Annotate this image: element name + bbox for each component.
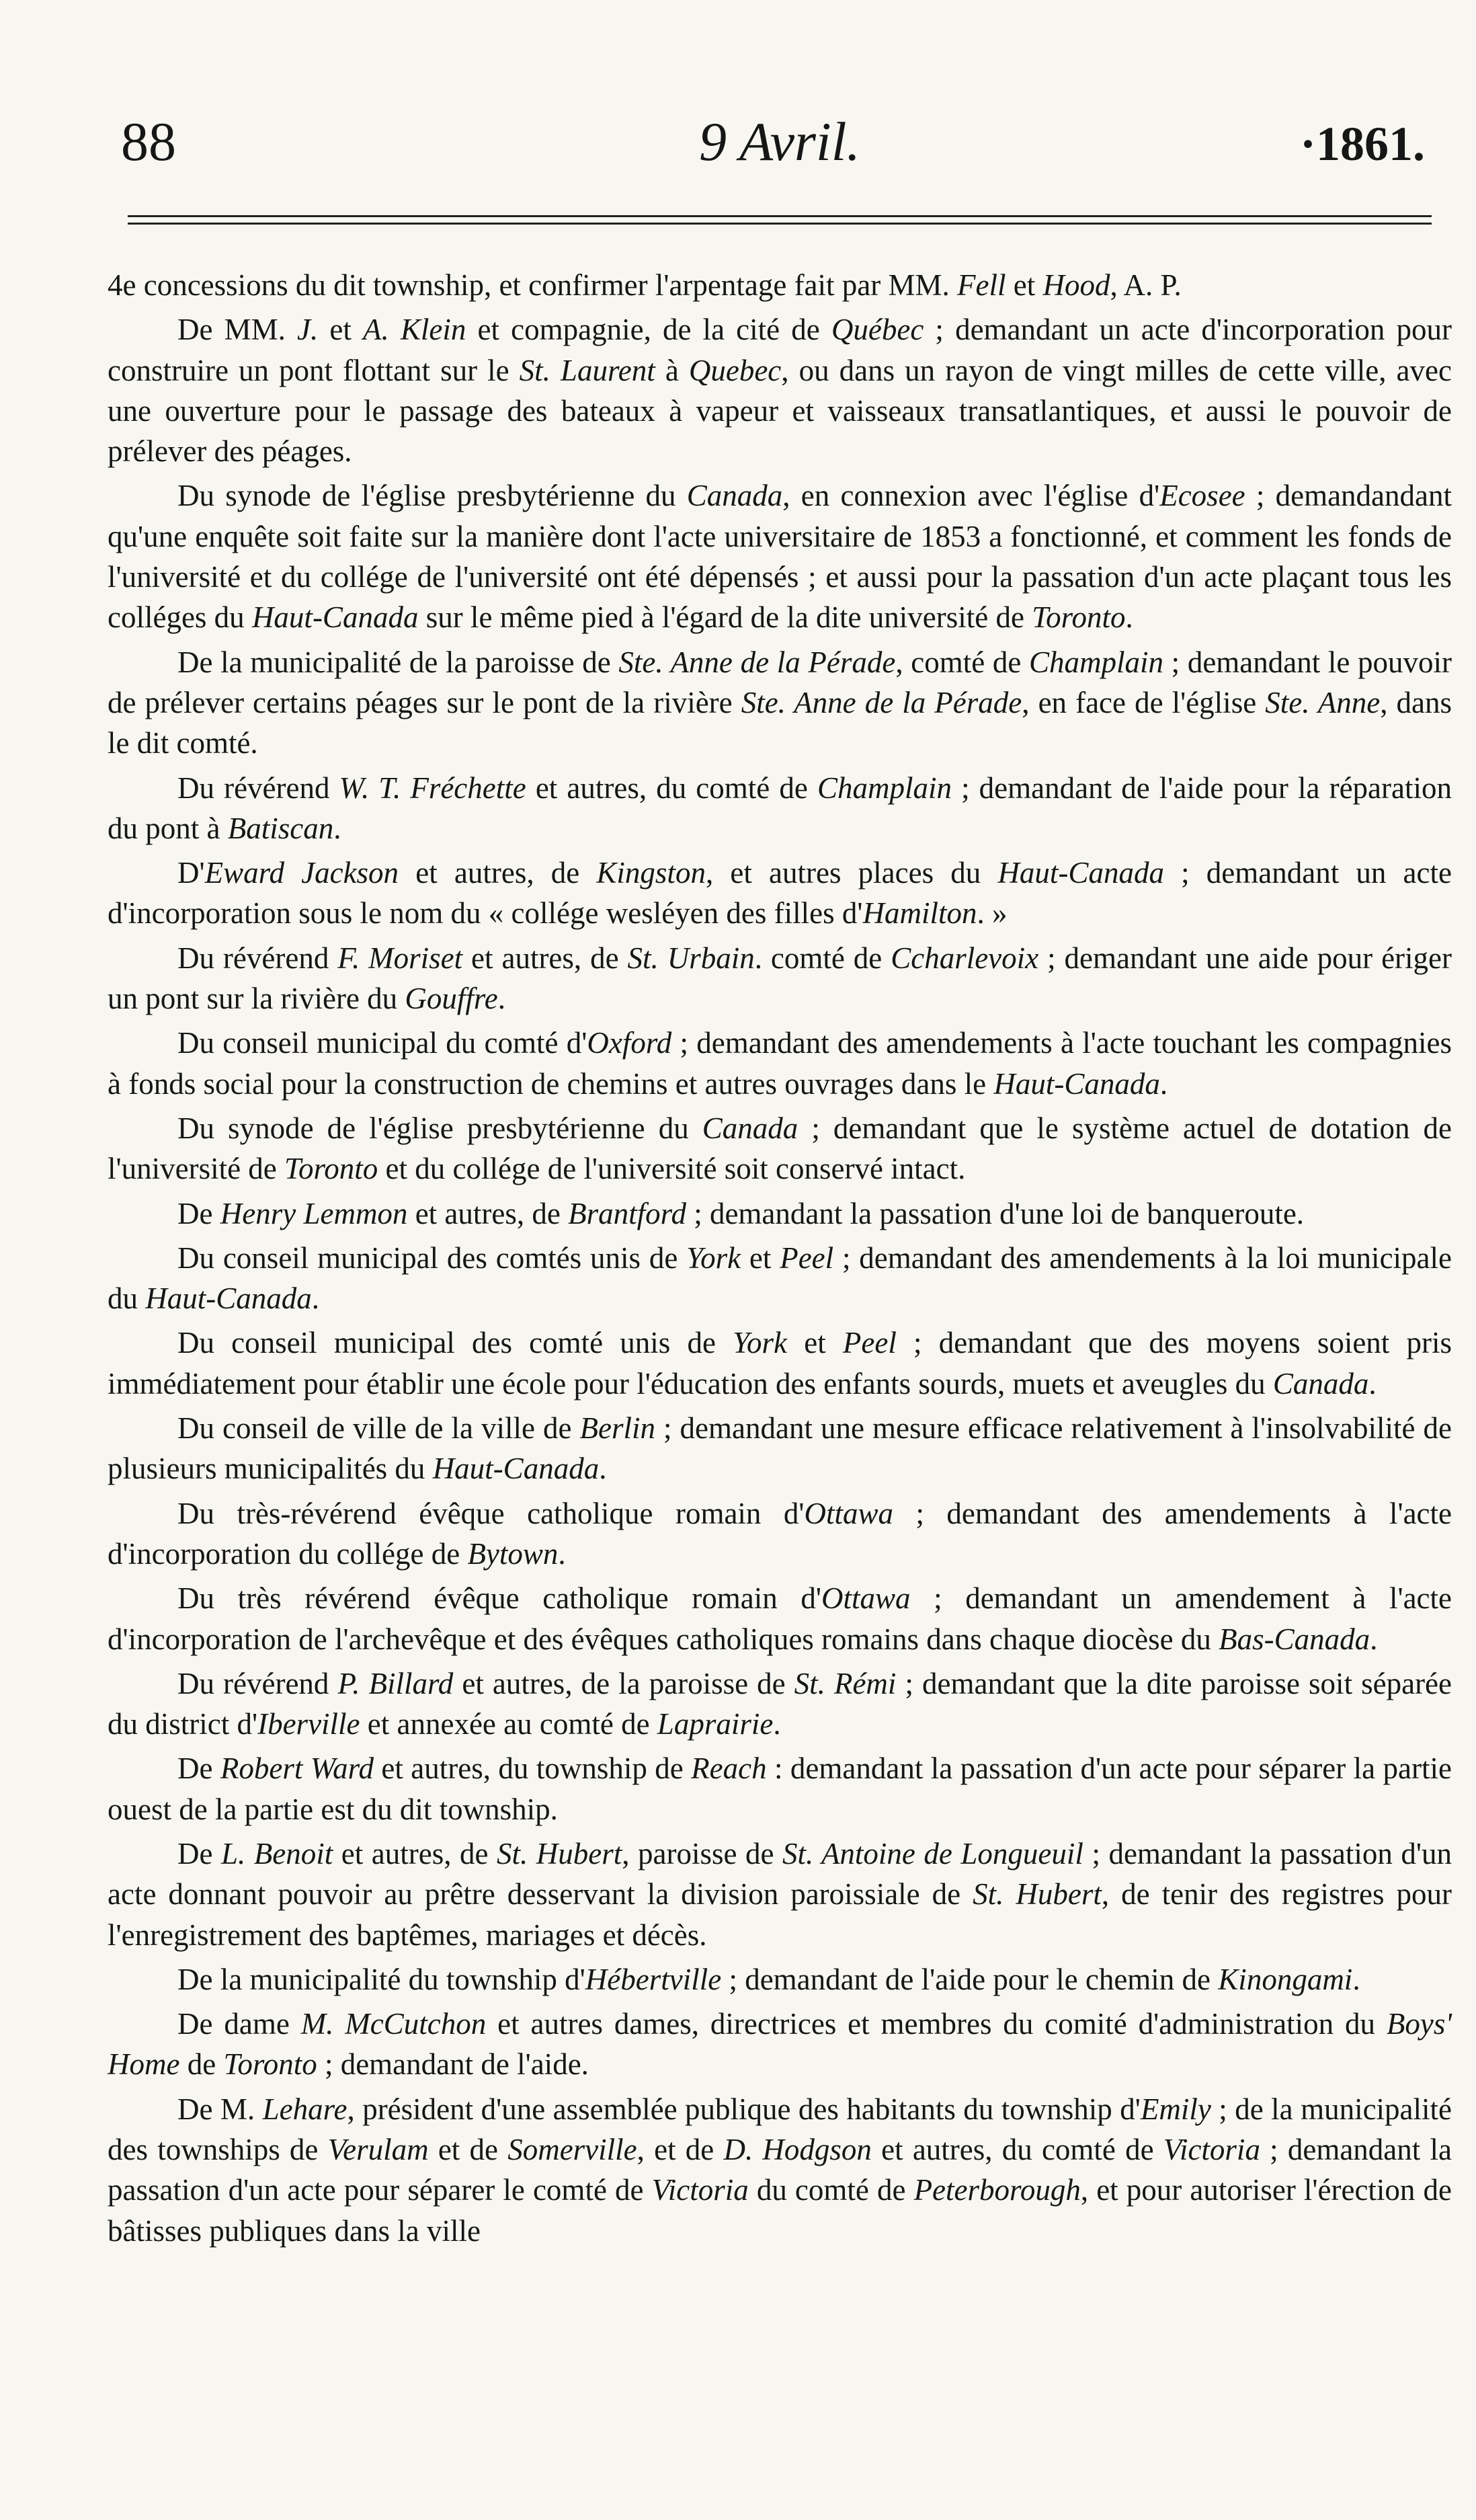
page xyxy=(108,101,1452,2255)
entry-paragraph: D'Eward Jackson et autres, de Kingston, et autres places du Haut-Canada ; demandant un acte d'incorporation sous le nom du « collége wesléyen des filles d'Hamilton. » xyxy=(108,856,1452,931)
header-rule xyxy=(128,215,1432,225)
entry-paragraph: Du conseil de ville de la ville de Berlin ; demandant une mesure efficace relativement à l'insolvabilité de plusieurs municipalités du Haut-Canada. xyxy=(108,1411,1452,1486)
entry-paragraph: De Robert Ward et autres, du township de Reach : demandant la passation d'un acte pour séparer la partie ouest de la partie est du dit township. xyxy=(108,1751,1452,1826)
entry-paragraph: De dame M. McCutchon et autres dames, directrices et membres du comité d'administration du Boys' Home de Toronto ; demandant de l'aide. xyxy=(108,2007,1452,2082)
entry-paragraph: Du conseil municipal des comté unis de York et Peel ; demandant que des moyens soient pris immédiatement pour établir une école pour l'éducation des enfants sourds, muets et aveugles du Canada. xyxy=(108,1326,1452,1401)
entry-paragraph: Du révérend P. Billard et autres, de la paroisse de St. Rémi ; demandant que la dite paroisse soit séparée du district d'Iberville et annexée au comté de Laprairie. xyxy=(108,1666,1452,1741)
entry-paragraph: De la municipalité du township d'Hébertville ; demandant de l'aide pour le chemin de Kinongami. xyxy=(177,1962,1360,1996)
header-date-text: 9 Avril. xyxy=(699,111,860,172)
entry-paragraph: Du synode de l'église presbytérienne du Canada ; demandant que le système actuel de dotation de l'université de Toronto et du collége de l'université soit conservé intact. xyxy=(108,1111,1452,1186)
entry-paragraph: Du révérend F. Moriset et autres, de St. Urbain. comté de Ccharlevoix ; demandant une aide pour ériger un pont sur la rivière du Gouffre. xyxy=(108,941,1452,1016)
running-header xyxy=(108,101,1452,188)
entry-paragraph: Du très révérend évêque catholique romain d'Ottawa ; demandant un amendement à l'acte d'incorporation de l'archevêque et des évêques catholiques romains dans chaque diocèse du Bas-Canada. xyxy=(108,1581,1452,1656)
entry-paragraph: Du très-révérend évêque catholique romain d'Ottawa ; demandant des amendements à l'acte d'incorporation du collége de Bytown. xyxy=(108,1496,1452,1571)
page-number: 88 xyxy=(121,111,176,172)
entry-paragraph: Du révérend W. T. Fréchette et autres, du comté de Champlain ; demandant de l'aide pour la réparation du pont à Batiscan. xyxy=(108,771,1452,845)
entry-paragraph: De Henry Lemmon et autres, de Brantford ; demandant la passation d'une loi de banqueroute. xyxy=(177,1196,1305,1230)
entry-paragraph: De la municipalité de la paroisse de Ste. Anne de la Pérade, comté de Champlain ; demandant le pouvoir de prélever certains péages sur le pont de la rivière Ste. Anne de la Pérade, en face de l'église Ste. Anne, dans le dit comté. xyxy=(108,645,1452,760)
entry-paragraph: De L. Benoit et autres, de St. Hubert, paroisse de St. Antoine de Longueuil ; demandant la passation d'un acte donnant pouvoir au prêtre desservant la division paroissiale de St. Hubert, de tenir des registres pour l'enregistrement des baptêmes, mariages et décès. xyxy=(108,1836,1452,1952)
entry-paragraph: De MM. J. et A. Klein et compagnie, de la cité de Québec ; demandant un acte d'incorporation pour construire un pont flottant sur le St. Laurent à Quebec, ou dans un rayon de vingt milles de cette ville, avec une ouverture pour le passage des bateaux à vapeur et vaisseaux transatlantiques, et aussi le pouvoir de prélever des péages. xyxy=(108,313,1452,469)
entry-paragraph: Du conseil municipal du comté d'Oxford ; demandant des amendements à l'acte touchant les compagnies à fonds social pour la construction de chemins et autres ouvrages dans le Haut-Canada. xyxy=(108,1026,1452,1101)
header-year: ·1861. xyxy=(1299,117,1425,171)
entry-paragraph: Du conseil municipal des comtés unis de York et Peel ; demandant des amendements à la loi municipale du Haut-Canada. xyxy=(108,1241,1452,1316)
entry-paragraph: 4e concessions du dit township, et confirmer l'arpentage fait par MM. Fell et Hood, A. P. xyxy=(108,268,1182,302)
entry-paragraph: Du synode de l'église presbytérienne du Canada, en connexion avec l'église d'Ecosee ; demandandant qu'une enquête soit faite sur la manière dont l'acte universitaire de 1853 a fonctionné, et comment les fonds de l'université et du collége de l'université ont été dépensés ; et aussi pour la passation d'un acte plaçant tous les colléges du Haut-Canada sur le même pied à l'égard de la dite université de Toronto. xyxy=(108,479,1452,635)
entry-paragraph: De M. Lehare, président d'une assemblée publique des habitants du township d'Emily ; de la municipalité des townships de Verulam et de Somerville, et de D. Hodgson et autres, du comté de Victoria ; demandant la passation d'un acte pour séparer le comté de Victoria du comté de Peterborough, et pour autoriser l'érection de bâtisses publiques dans la ville xyxy=(108,2092,1452,2248)
header-date xyxy=(108,111,1452,172)
journal-body xyxy=(108,265,1452,2251)
